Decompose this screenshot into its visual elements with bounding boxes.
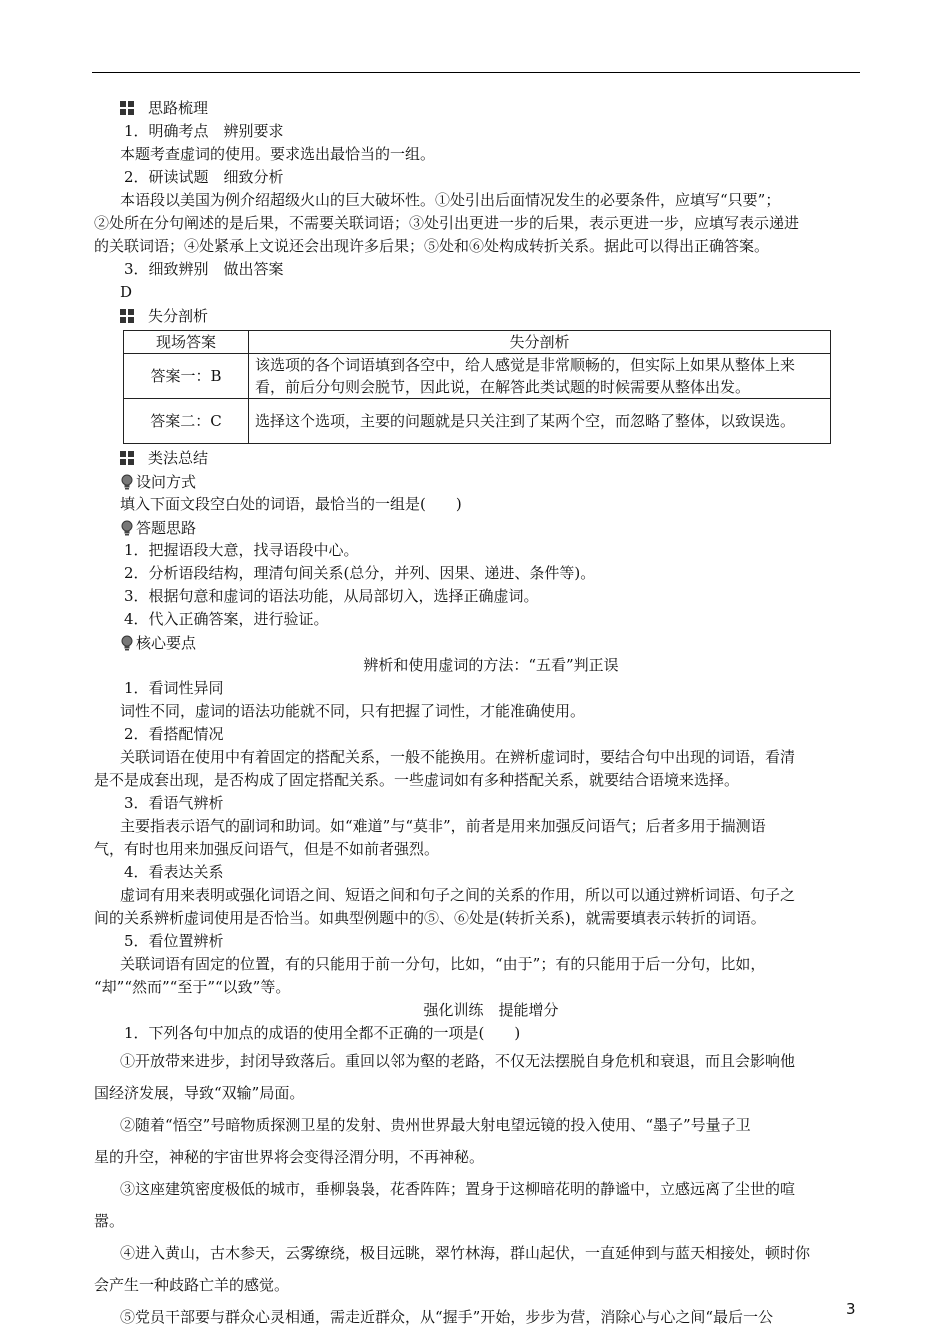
- step-heading: 1．明确考点 辨别要求: [124, 122, 284, 140]
- table-header-cell: 失分剖析: [249, 331, 831, 354]
- point-text: 是不是成套出现，是否构成了固定搭配关系。一些虚词如有多种搭配关系，就要结合语境来选择。: [94, 771, 740, 789]
- point-text: 关联词语在使用中有着固定的搭配关系，一般不能换用。在辨析虚词时，要结合句中出现的词语，看清: [120, 748, 796, 766]
- section-thinking: [120, 96, 862, 120]
- loss-analysis-table: [123, 330, 831, 444]
- list-item: 3．根据句意和虚词的语法功能，从局部切入，选择正确虚词。: [124, 587, 539, 605]
- grid-square-icon: [120, 101, 134, 115]
- point-text: 气，有时也用来加强反问语气，但是不如前者强烈。: [94, 840, 440, 858]
- option-text: 嚣。: [94, 1212, 125, 1230]
- section-loss: [120, 304, 862, 328]
- subsection-question-method: [120, 470, 862, 493]
- table-header-cell: 现场答案: [124, 331, 249, 354]
- table-header-row: [124, 331, 831, 354]
- table-cell: 答案一：B: [124, 354, 249, 399]
- option-text: ⑤党员干部要与群众心灵相通，需走近群众，从“握手”开始，步步为营，消除心与心之间“最后一公: [120, 1308, 774, 1326]
- point-text: 主要指表示语气的副词和助词。如“难道”与“莫非”，前者是用来加强反问语气；后者多用于揣测语: [120, 817, 766, 835]
- list-item: 1．把握语段大意，找寻语段中心。: [124, 541, 359, 559]
- subsection-approach: [120, 516, 862, 539]
- document-body: [94, 96, 862, 1333]
- subsection-title: 设问方式: [136, 472, 197, 491]
- step-text: 本语段以美国为例介绍超级火山的巨大破坏性。①处引出后面情况发生的必要条件，应填写“只要”；: [120, 191, 781, 209]
- section-title: 类法总结: [148, 448, 209, 467]
- option-text: ③这座建筑密度极低的城市，垂柳袅袅，花香阵阵；置身于这柳暗花明的静谧中，立感远离了尘世的喧: [120, 1180, 796, 1198]
- step-text: ②处所在分句阐述的是后果，不需要关联词语；③处引出更进一步的后果，表示更进一步，应填写表示递进: [94, 214, 800, 232]
- point-title: 4．看表达关系: [124, 863, 224, 881]
- option-text: 国经济发展，导致“双输”局面。: [94, 1084, 305, 1102]
- header-rule: [92, 72, 860, 73]
- page-number: 3: [846, 1300, 856, 1318]
- subsection-title: 答题思路: [136, 518, 197, 537]
- answer-text: D: [120, 283, 133, 301]
- core-heading: 辨析和使用虚词的方法：“五看”判正误: [363, 656, 619, 674]
- list-item: 4．代入正确答案，进行验证。: [124, 610, 329, 628]
- table-row: [124, 399, 831, 444]
- table-cell: 该选项的各个词语填到各空中，给人感觉是非常顺畅的，但实际上如果从整体上来看，前后分句则会脱节，因此说，在解答此类试题的时候需要从整体出发。: [249, 354, 831, 399]
- question-stem: 1．下列各句中加点的成语的使用全都不正确的一项是( ): [124, 1024, 521, 1042]
- subsection-core: [120, 631, 862, 654]
- subsection-title: 核心要点: [136, 633, 197, 652]
- option-text: 会产生一种歧路亡羊的感觉。: [94, 1276, 290, 1294]
- point-text: 虚词有用来表明或强化词语之间、短语之间和句子之间的关系的作用，所以可以通过辨析词语、句子之: [120, 886, 796, 904]
- point-title: 2．看搭配情况: [124, 725, 224, 743]
- step-text: 本题考查虚词的使用。要求选出最恰当的一组。: [120, 145, 436, 163]
- option-text: ②随着“悟空”号暗物质探测卫星的发射、贵州世界最大射电望远镜的投入使用、“墨子”号量子卫: [120, 1116, 751, 1134]
- point-text: 关联词语有固定的位置，有的只能用于前一分句，比如，“由于”；有的只能用于后一分句，比如，: [120, 955, 766, 973]
- option-text: 星的升空，神秘的宇宙世界将会变得泾渭分明，不再神秘。: [94, 1148, 485, 1166]
- point-text: “却”“然而”“至于”“以致”等。: [94, 978, 291, 996]
- point-title: 1．看词性异同: [124, 679, 224, 697]
- option-text: ①开放带来进步，封闭导致落后。重回以邻为壑的老路，不仅无法摆脱自身危机和衰退，而且会影响他: [120, 1052, 796, 1070]
- list-item: 2．分析语段结构，理清句间关系(总分，并列、因果、递进、条件等)。: [124, 564, 596, 582]
- section-summary: [120, 446, 862, 470]
- lightbulb-icon: [120, 474, 134, 490]
- point-text: 间的关系辨析虚词使用是否恰当。如典型例题中的⑤、⑥处是(转折关系)，就需要填表示转折的词语。: [94, 909, 766, 927]
- grid-square-icon: [120, 309, 134, 323]
- option-text: ④进入黄山，古木参天，云雾缭绕，极目远眺，翠竹林海，群山起伏，一直延伸到与蓝天相接处，顿时你: [120, 1244, 811, 1262]
- table-cell: 答案二：C: [124, 399, 249, 444]
- lightbulb-icon: [120, 635, 134, 651]
- point-title: 3．看语气辨析: [124, 794, 224, 812]
- body-text: 填入下面文段空白处的词语，最恰当的一组是( ): [120, 495, 462, 513]
- step-heading: 2．研读试题 细致分析: [124, 168, 284, 186]
- step-heading: 3．细致辨别 做出答案: [124, 260, 284, 278]
- point-text: 词性不同，虚词的语法功能就不同，只有把握了词性，才能准确使用。: [120, 702, 586, 720]
- grid-square-icon: [120, 451, 134, 465]
- section-title: 失分剖析: [148, 306, 209, 325]
- section-title: 思路梳理: [148, 98, 209, 117]
- point-title: 5．看位置辨析: [124, 932, 224, 950]
- training-heading: 强化训练 提能增分: [423, 1001, 559, 1019]
- lightbulb-icon: [120, 520, 134, 536]
- table-cell: 选择这个选项，主要的问题就是只关注到了某两个空，而忽略了整体，以致误选。: [249, 399, 831, 444]
- table-row: [124, 354, 831, 399]
- step-text: 的关联词语；④处紧承上文说还会出现许多后果；⑤处和⑥处构成转折关系。据此可以得出正确答案。: [94, 237, 770, 255]
